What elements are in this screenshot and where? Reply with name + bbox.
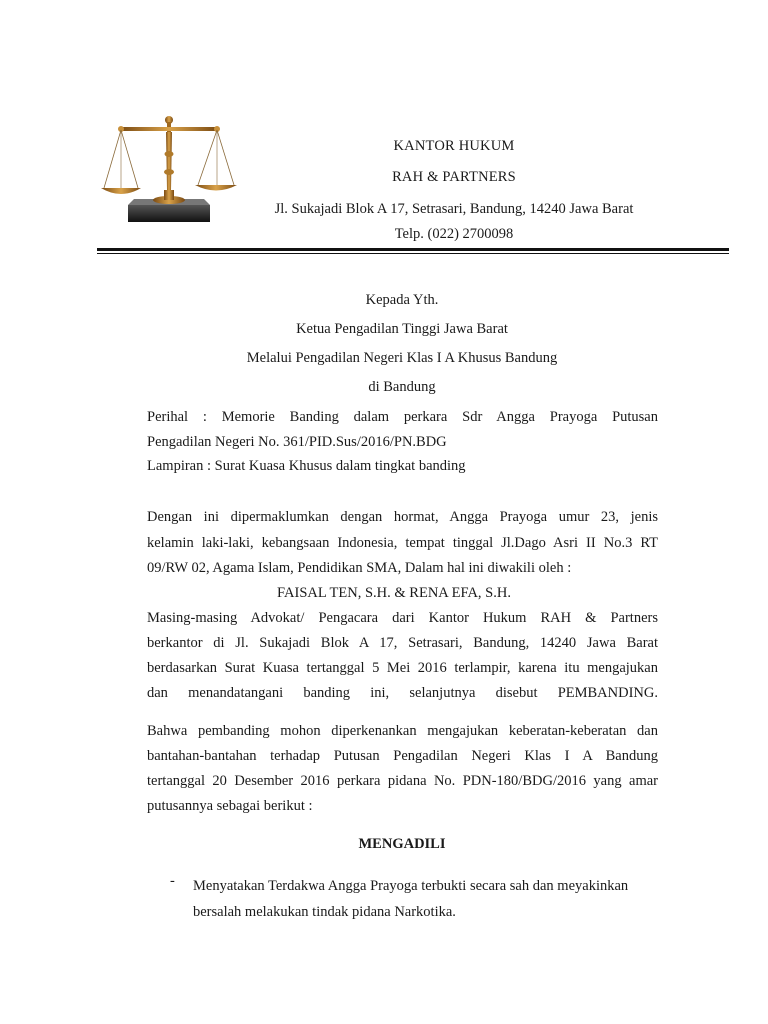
- advokat-line2: berkantor di Jl. Sukajadi Blok A 17, Setrasari, Bandung, 14240 Jawa Barat: [147, 635, 658, 651]
- mengadili-heading: MENGADILI: [358, 836, 446, 852]
- intro-line1: Dengan ini dipermaklumkan dengan hormat, Angga Prayoga umur 23, jenis: [147, 509, 658, 525]
- recipient-line1: Kepada Yth.: [365, 292, 439, 308]
- recipient-line2: Ketua Pengadilan Tinggi Jawa Barat: [296, 321, 508, 337]
- advokat-line4: dan menandatangani banding ini, selanjutnya disebut PEMBANDING.: [147, 685, 658, 701]
- letterhead-rule: [97, 248, 729, 251]
- intro-line2: kelamin laki-laki, kebangsaan Indonesia, tempat tinggal Jl.Dago Asri II No.3 RT: [147, 535, 658, 551]
- letterhead-rule-thin: [97, 253, 729, 254]
- advokat-line3: berdasarkan Surat Kuasa tertanggal 5 Mei 2016 terlampir, karena itu mengajukan: [147, 660, 658, 676]
- perihal-line2: Pengadilan Negeri No. 361/PID.Sus/2016/PN.BDG: [147, 434, 447, 450]
- bullet-dash: -: [170, 873, 175, 889]
- firm-phone: Telp. (022) 2700098: [394, 226, 514, 242]
- advokat-line1: Masing-masing Advokat/ Pengacara dari Kantor Hukum RAH & Partners: [147, 610, 658, 626]
- bullet1-line1: Menyatakan Terdakwa Angga Prayoga terbukti secara sah dan meyakinkan: [193, 878, 629, 894]
- recipient-line4: di Bandung: [368, 379, 436, 395]
- firm-address: Jl. Sukajadi Blok A 17, Setrasari, Bandung, 14240 Jawa Barat: [274, 201, 634, 217]
- recipient-line3: Melalui Pengadilan Negeri Klas I A Khusus Bandung: [246, 350, 558, 366]
- intro-line3: 09/RW 02, Agama Islam, Pendidikan SMA, Dalam hal ini diwakili oleh :: [147, 560, 572, 576]
- bahwa-line3: tertanggal 20 Desember 2016 perkara pidana No. PDN-180/BDG/2016 yang amar: [147, 773, 658, 789]
- perihal-line1: Perihal : Memorie Banding dalam perkara Sdr Angga Prayoga Putusan: [147, 409, 658, 425]
- lawyers-names: FAISAL TEN, S.H. & RENA EFA, S.H.: [277, 585, 511, 601]
- firm-name-line1: KANTOR HUKUM: [393, 138, 515, 154]
- firm-name-line2: RAH & PARTNERS: [392, 169, 516, 185]
- bahwa-line4: putusannya sebagai berikut :: [147, 798, 313, 814]
- bahwa-line2: bantahan-bantahan terhadap Putusan Pengadilan Negeri Klas I A Bandung: [147, 748, 658, 764]
- bahwa-line1: Bahwa pembanding mohon diperkenankan mengajukan keberatan-keberatan dan: [147, 723, 658, 739]
- bullet1-line2: bersalah melakukan tindak pidana Narkotika.: [193, 904, 456, 920]
- lampiran-line: Lampiran : Surat Kuasa Khusus dalam tingkat banding: [147, 458, 466, 474]
